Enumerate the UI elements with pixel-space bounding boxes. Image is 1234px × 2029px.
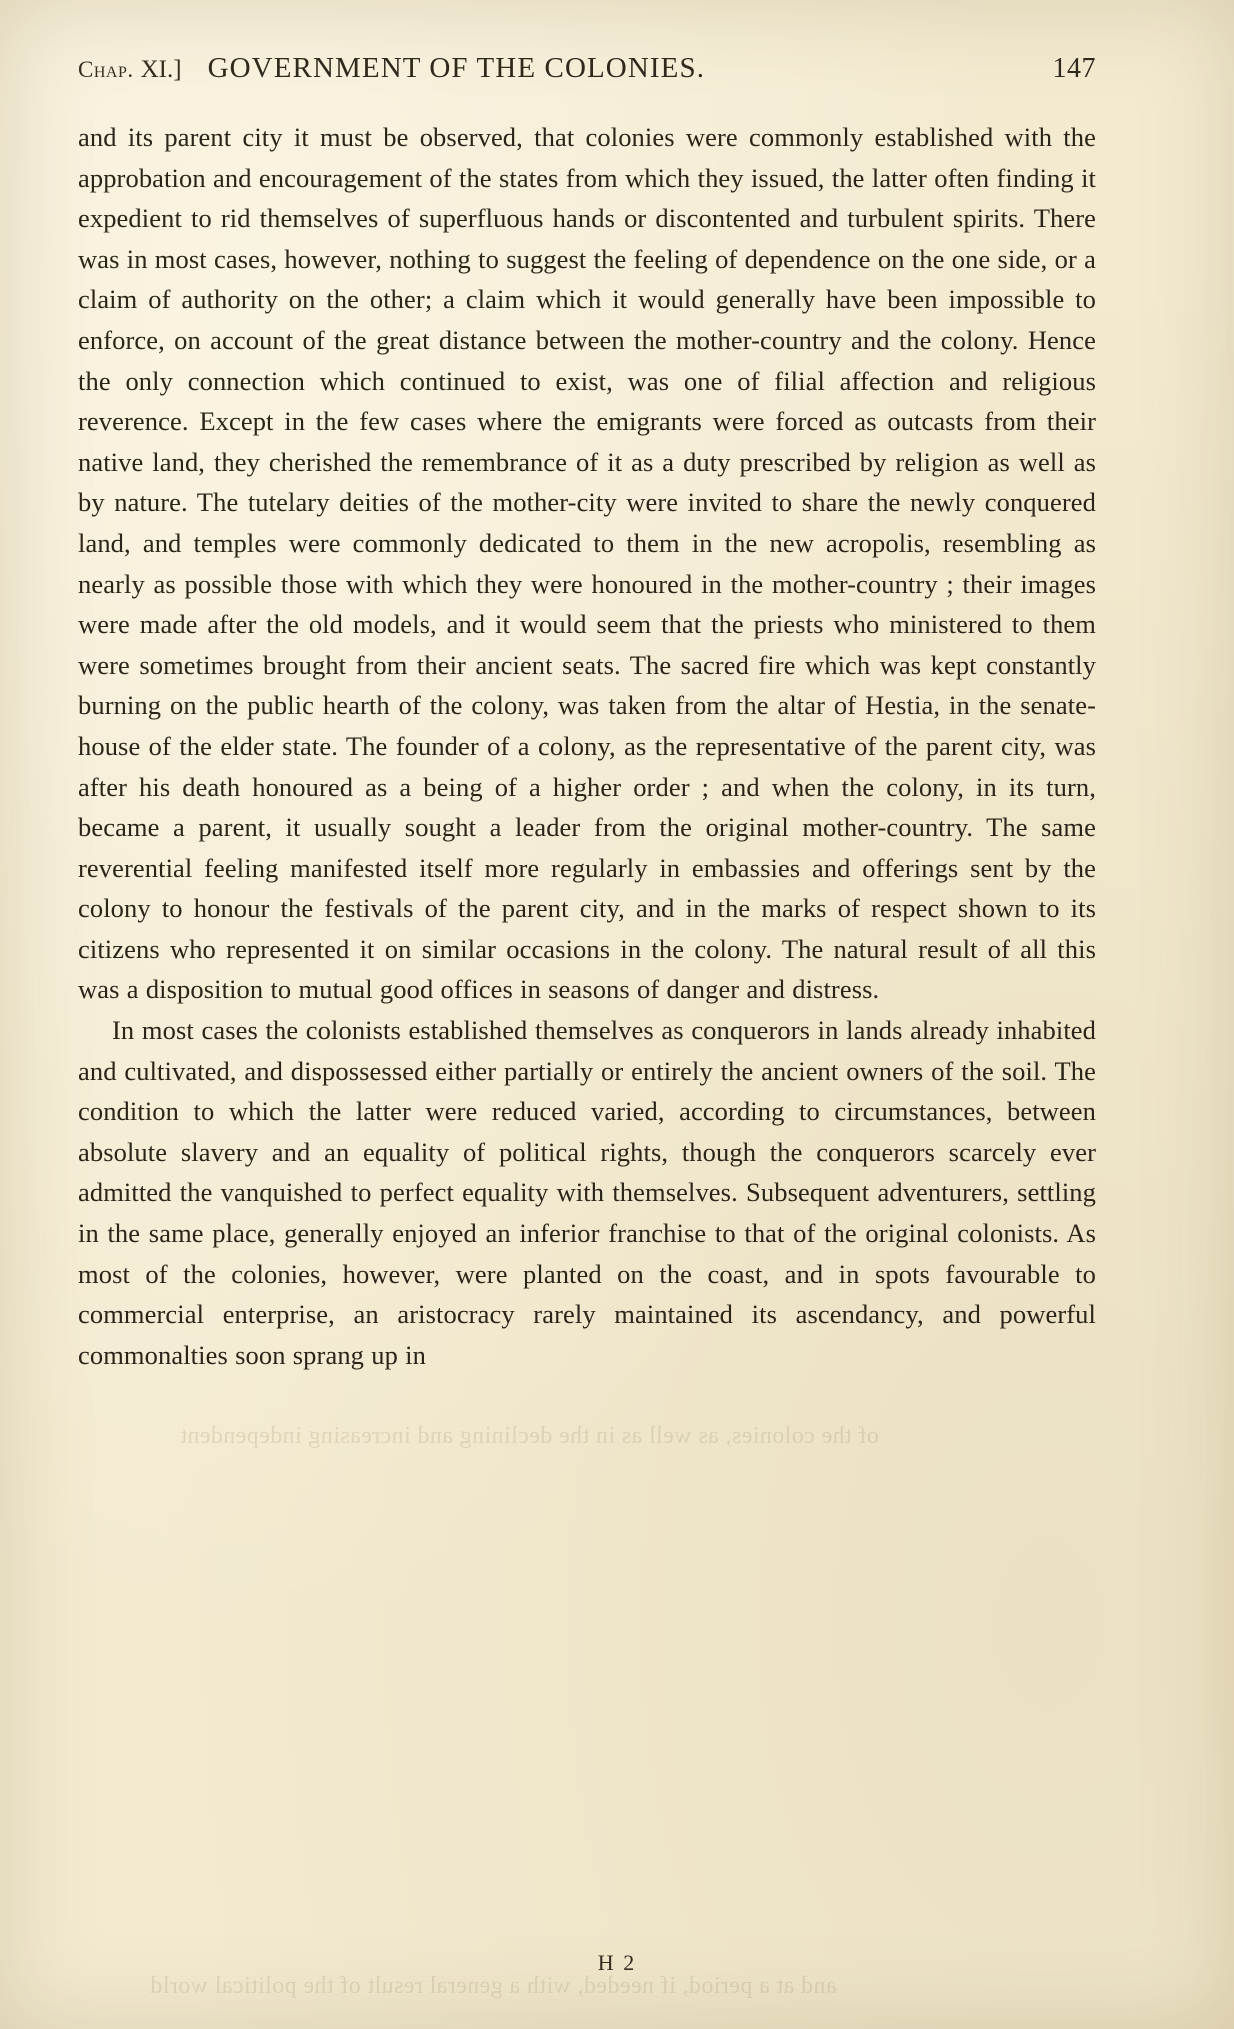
signature-mark (0, 1950, 1234, 1976)
running-title: GOVERNMENT OF THE COLONIES. (207, 52, 706, 84)
chapter-number: XI.] (140, 56, 182, 83)
running-header-left (78, 52, 705, 85)
show-through-text: and at a period, if needed, with a general result of the political world (150, 1973, 837, 1999)
chapter-label: Chap. (78, 57, 134, 82)
show-through-text: of the colonies, as well as in the declining and increasing independent (180, 1423, 879, 1449)
body-text (78, 117, 1096, 1375)
paragraph: In most cases the colonists established themselves as conquerors in lands already inhabited and cultivated, and dispossessed either partially or entirely the ancient owners of the soil. The condition to which the latter were reduced varied, according to circumstances, between absolute slavery and an equality of political rights, though the conquerors scarcely ever admitted the vanquished to perfect equality with themselves. Subsequent adventurers, settling in the same place, generally enjoyed an inferior franchise to that of the original colonists. As most of the colonies, however, were planted on the coast, and in spots favourable to commercial enterprise, an aristocracy rarely maintained its ascendancy, and powerful commonalties soon sprang up in (78, 1015, 1096, 1370)
running-header (78, 52, 1096, 91)
page-number: 147 (1052, 53, 1096, 84)
paragraph: and its parent city it must be observed, that colonies were commonly established with the approbation and encouragement of the states from which they issued, the latter often finding it expedient to rid themselves of superfluous hands or discontented and turbulent spirits. There was in most cases, however, nothing to suggest the feeling of dependence on the one side, or a claim of authority on the other; a claim which it would generally have been impossible to enforce, on account of the great distance between the mother-country and the colony. Hence the only connection which continued to exist, was one of filial affection and religious reverence. Except in the few cases where the emigrants were forced as outcasts from their native land, they cherished the remembrance of it as a duty prescribed by religion as well as by nature. The tutelary deities of the mother-city were invited to share the newly conquered land, and temples were commonly dedicated to them in the new acropolis, resembling as nearly as possible those with which they were honoured in the mother-country ; their images were made after the old models, and it would seem that the priests who ministered to them were sometimes brought from their ancient seats. The sacred fire which was kept constantly burning on the public hearth of the colony, was taken from the altar of Hestia, in the senate-house of the elder state. The founder of a colony, as the representative of the parent city, was after his death honoured as a being of a higher order ; and when the colony, in its turn, became a parent, it usually sought a leader from the original mother-country. The same reverential feeling manifested itself more regularly in embassies and offerings sent by the colony to honour the festivals of the parent city, and in the marks of respect shown to its citizens who represented it on similar occasions in the colony. The natural result of all this was a disposition to mutual good offices in seasons of danger and distress. (78, 122, 1096, 1005)
signature-letter: H (597, 1950, 616, 1975)
page-content (72, 52, 1162, 1375)
signature-number: 2 (623, 1950, 637, 1975)
